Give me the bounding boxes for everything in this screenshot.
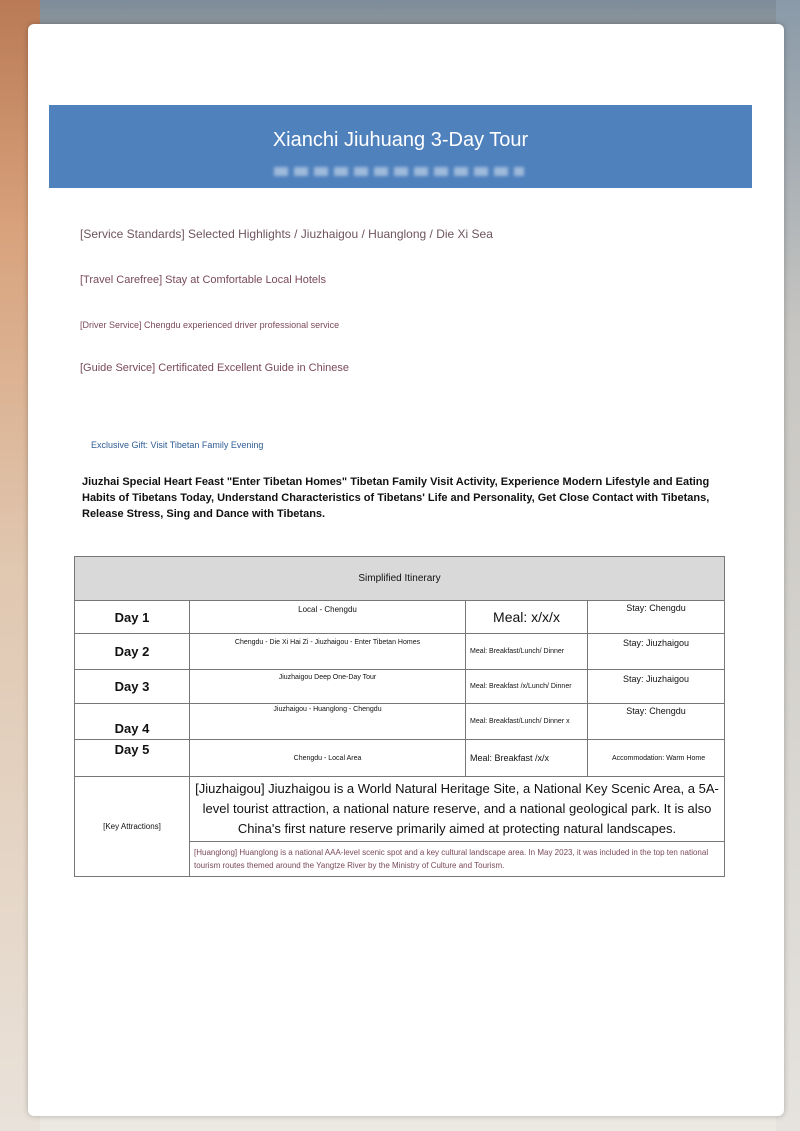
key-attraction-huanglong: [Huanglong] Huanglong is a national AAA-level scenic spot and a key cultural landscape area. In May 2023, it was included in the top ten national tourism routes themed around the Yangtze River by the Ministry of Culture and Tourism. (190, 842, 725, 877)
meal: Meal: Breakfast/Lunch/ Dinner (466, 634, 588, 670)
table-row (75, 634, 725, 670)
day-label: Day 3 (75, 670, 190, 704)
service-standards: [Service Standards] Selected Highlights / Jiuzhaigou / Huanglong / Die Xi Sea (80, 227, 493, 241)
day-label: Day 1 (75, 601, 190, 634)
meal: Meal: Breakfast/Lunch/ Dinner x (466, 704, 588, 740)
route: Local - Chengdu (190, 601, 466, 634)
route: Jiuzhaigou Deep One-Day Tour (190, 670, 466, 704)
stay: Stay: Chengdu (588, 601, 725, 634)
table-row (75, 740, 725, 777)
table-row (75, 670, 725, 704)
stay: Stay: Jiuzhaigou (588, 670, 725, 704)
page-title: Xianchi Jiuhuang 3-Day Tour (272, 129, 529, 151)
day-label: Day 5 (75, 740, 190, 777)
table-row (75, 601, 725, 634)
travel-carefree: [Travel Carefree] Stay at Comfortable Local Hotels (80, 274, 326, 286)
table-row (75, 704, 725, 740)
stay: Stay: Chengdu (588, 704, 725, 740)
key-attraction-jiuzhaigou: [Jiuzhaigou] Jiuzhaigou is a World Natural Heritage Site, a National Key Scenic Area, a 5A-level tourist attraction, a national nature reserve, and a national geological park. It is also China's first nature reserve primarily aimed at protecting natural landscapes. (190, 777, 725, 842)
itinerary-header: Simplified Itinerary (75, 557, 725, 601)
title-banner (49, 105, 752, 188)
exclusive-gift: Exclusive Gift: Visit Tibetan Family Evening (91, 440, 264, 450)
document-page (28, 24, 784, 1116)
table-row (75, 777, 725, 842)
meal: Meal: x/x/x (466, 601, 588, 634)
key-attractions-label: [Key Attractions] (75, 777, 190, 877)
route: Chengdu - Local Area (190, 740, 466, 777)
stay: Stay: Jiuzhaigou (588, 634, 725, 670)
itinerary-table (74, 556, 725, 877)
day-label: Day 2 (75, 634, 190, 670)
feast-description: Jiuzhai Special Heart Feast "Enter Tibetan Homes" Tibetan Family Visit Activity, Experience Modern Lifestyle and Eating Habits of Tibetans Today, Understand Characteristics of Tibetans' Life and Personality, Get Close Contact with Tibetans, Release Stress, Sing and Dance with Tibetans. (82, 476, 710, 520)
route: Jiuzhaigou - Huanglong - Chengdu (190, 704, 466, 740)
meal: Meal: Breakfast /x/x (466, 740, 588, 777)
guide-service: [Guide Service] Certificated Excellent Guide in Chinese (80, 362, 350, 374)
itinerary-header-row (75, 557, 725, 601)
driver-service: [Driver Service] Chengdu experienced driver professional service (80, 320, 340, 330)
stay: Accommodation: Warm Home (588, 740, 725, 777)
banner-faded-subtitle (274, 167, 524, 176)
day-label: Day 4 (75, 704, 190, 740)
meal: Meal: Breakfast /x/Lunch/ Dinner (466, 670, 588, 704)
route: Chengdu - Die Xi Hai Zi - Jiuzhaigou - Enter Tibetan Homes (190, 634, 466, 670)
